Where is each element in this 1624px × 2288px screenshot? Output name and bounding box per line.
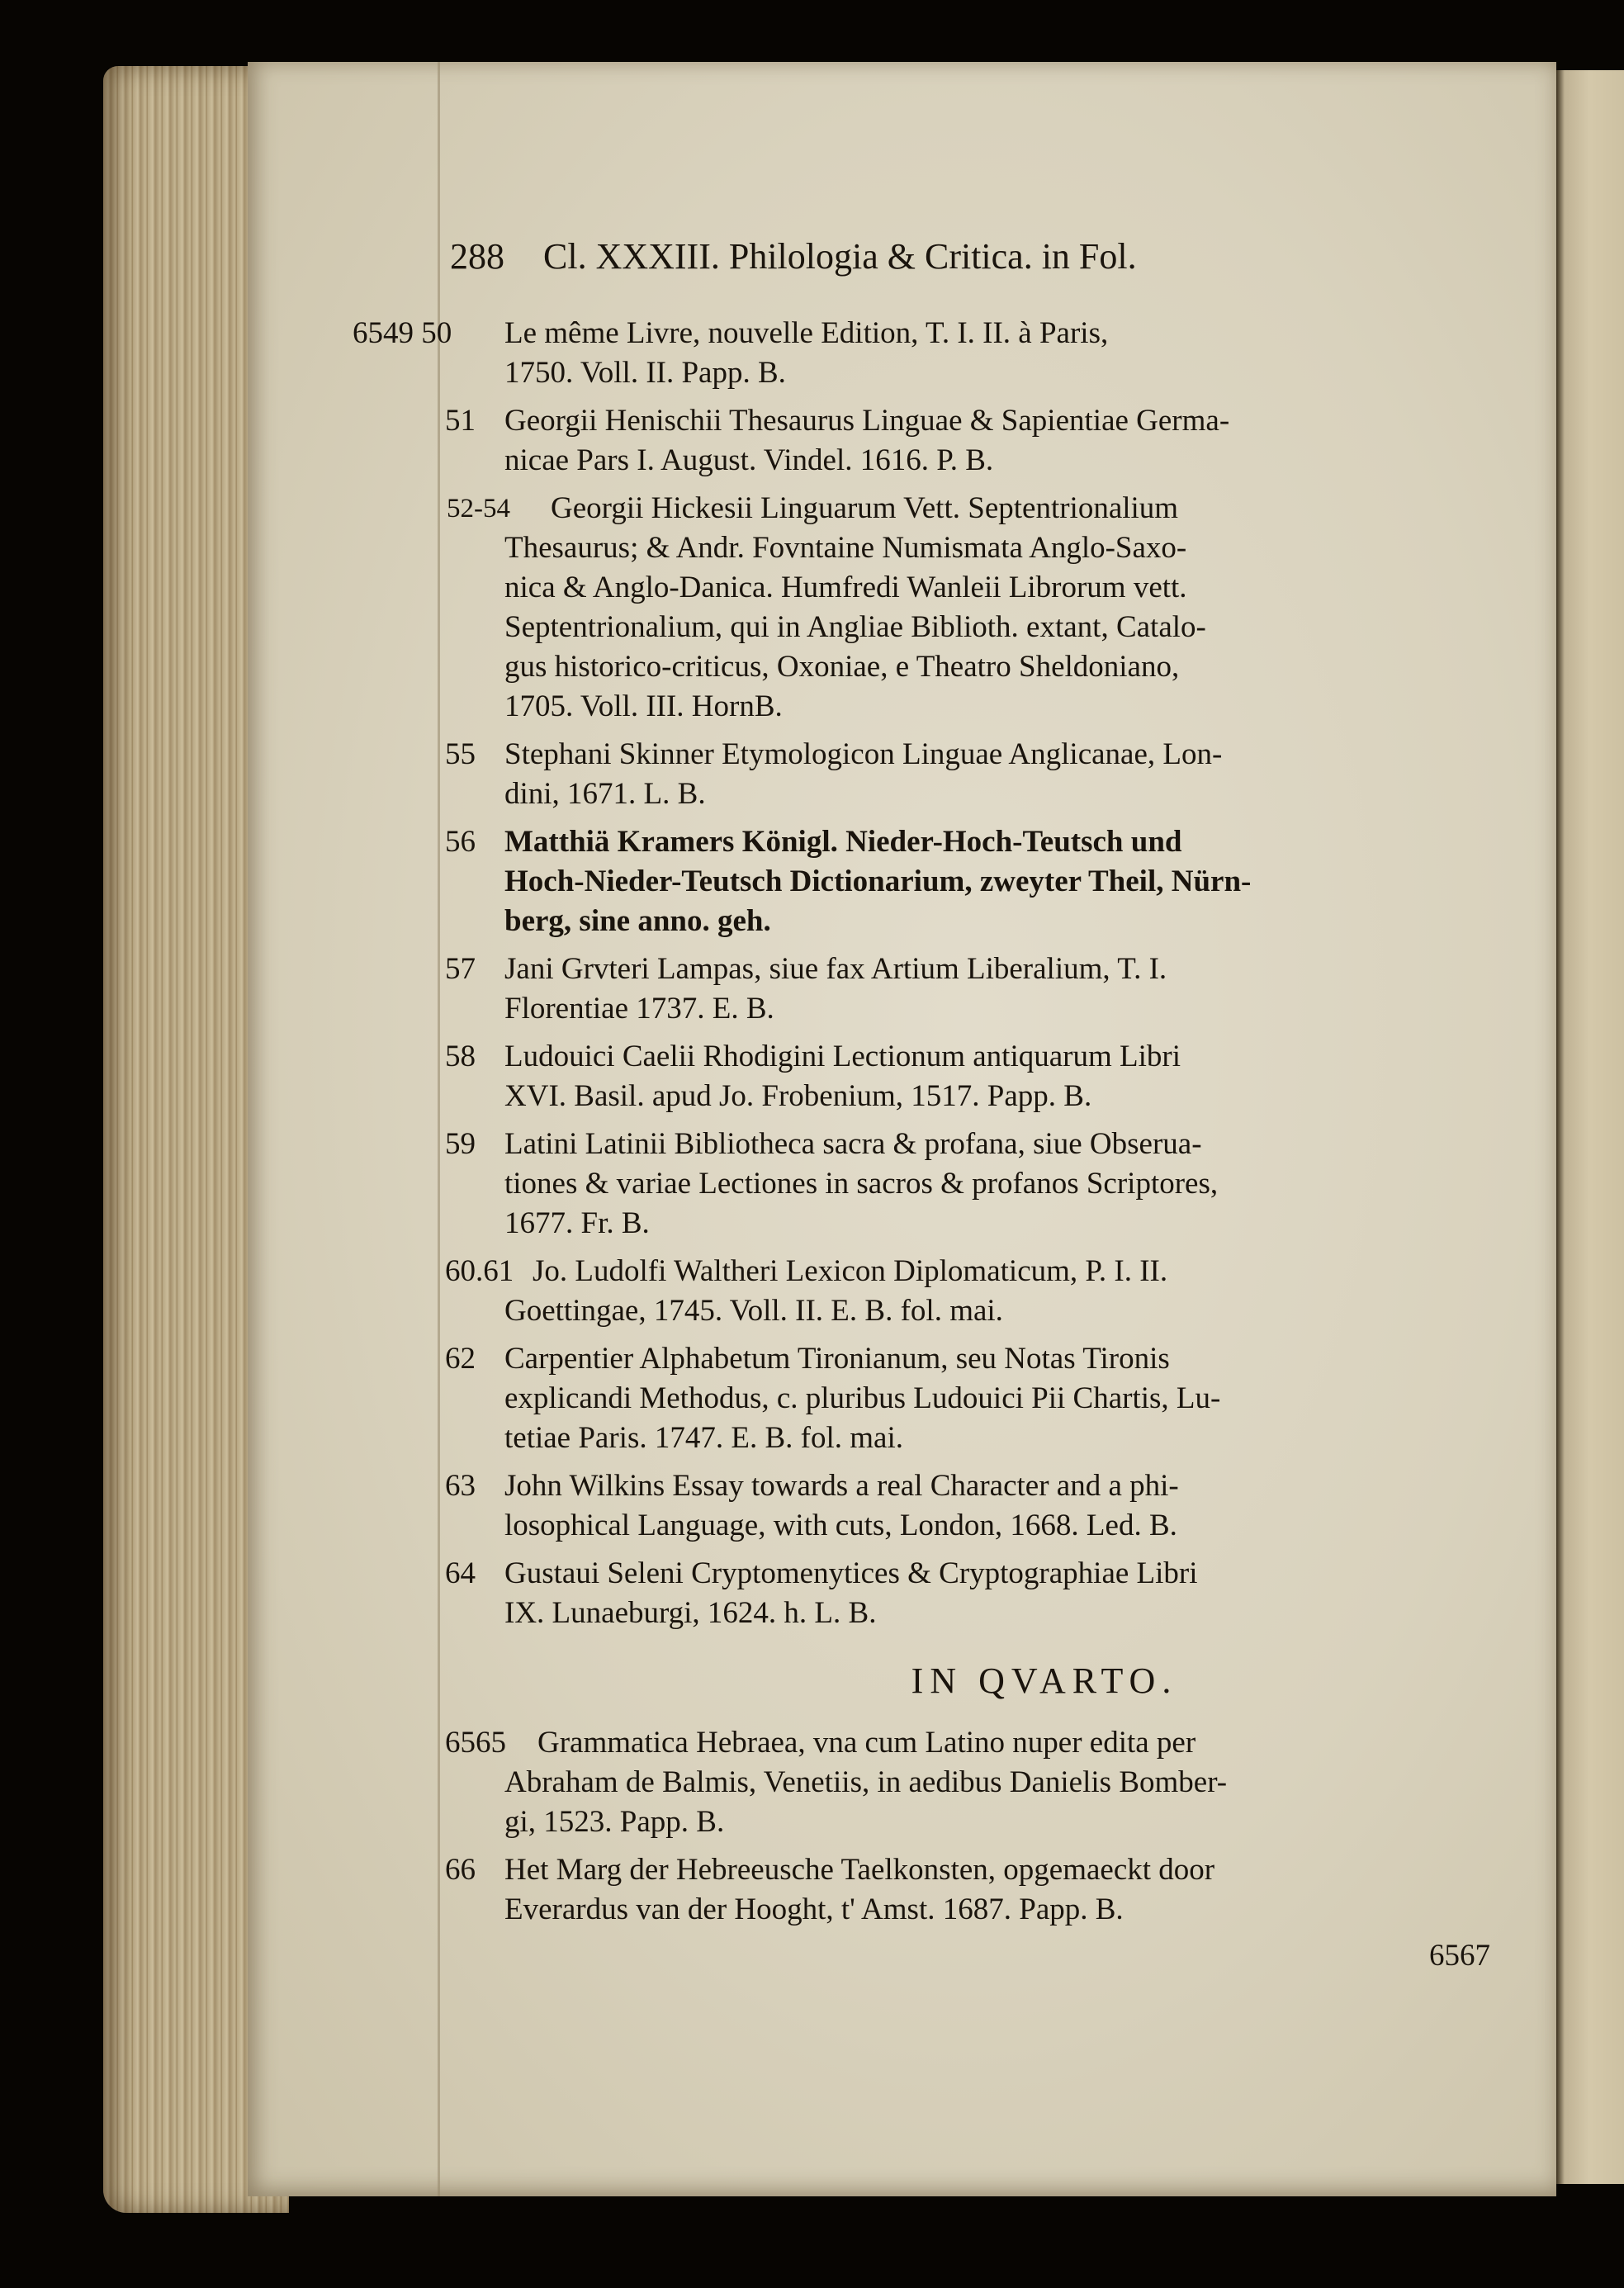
entry-line: Everardus van der Hooght, t' Amst. 1687. Papp. B. — [504, 1892, 1124, 1926]
entry-line: John Wilkins Essay towards a real Character and a phi- — [504, 1469, 1179, 1503]
entry-number: 66 — [445, 1853, 476, 1887]
entry-line: 1750. Voll. II. Papp. B. — [504, 356, 786, 390]
entry-line: Jani Grvteri Lampas, siue fax Artium Liberalium, T. I. — [504, 952, 1167, 986]
entry-line: explicandi Methodus, c. pluribus Ludouici Pii Chartis, Lu- — [504, 1381, 1221, 1415]
facing-page-edge — [1556, 70, 1624, 2184]
entry-number: 64 — [445, 1556, 476, 1590]
catalog-entry — [445, 1125, 1523, 1243]
page-number: 288 — [450, 236, 504, 277]
catalog-entry — [353, 314, 1523, 393]
entry-line: Septentrionalium, qui in Angliae Biblioth. extant, Catalo- — [504, 610, 1206, 644]
entry-line: dini, 1671. L. B. — [504, 777, 706, 811]
entry-line: berg, sine anno. geh. — [504, 904, 771, 938]
entry-number: 56 — [445, 825, 476, 859]
entry-line: Georgii Hickesii Linguarum Vett. Septentrionalium — [551, 491, 1179, 525]
entry-line: Le même Livre, nouvelle Edition, T. I. II. à Paris, — [504, 316, 1109, 350]
catalog-entry — [445, 1723, 1523, 1842]
entry-line: Carpentier Alphabetum Tironianum, seu Notas Tironis — [504, 1342, 1170, 1376]
entry-number: 6565 — [445, 1726, 506, 1760]
entry-number: 57 — [445, 952, 476, 986]
entry-number: 55 — [445, 737, 476, 771]
entry-line: Hoch-Nieder-Teutsch Dictionarium, zweyter Theil, Nürn- — [504, 865, 1252, 898]
catalog-entry — [445, 1850, 1523, 1930]
running-title: Cl. XXXIII. Philologia & Critica. in Fol. — [543, 236, 1137, 277]
catalog-entry — [445, 1554, 1523, 1633]
catalog-entry — [445, 1466, 1523, 1546]
catalog-entry — [445, 1252, 1523, 1331]
entry-number: 59 — [445, 1127, 476, 1161]
catalog-entry — [445, 1037, 1523, 1116]
entry-number: 60.61 — [445, 1254, 514, 1288]
entry-line: Georgii Henischii Thesaurus Linguae & Sapientiae Germa- — [504, 404, 1230, 438]
section-heading: IN QVARTO. — [911, 1660, 1178, 1701]
entry-line: Matthiä Kramers Königl. Nieder-Hoch-Teutsch und — [504, 825, 1182, 859]
entry-line: tiones & variae Lectiones in sacros & profanos Scriptores, — [504, 1167, 1219, 1201]
catalog-entry — [445, 1339, 1523, 1458]
entry-list — [353, 314, 1523, 1973]
catalog-entry — [445, 822, 1523, 941]
entry-number: 51 — [445, 404, 476, 438]
entry-line: Gustaui Seleni Cryptomenytices & Cryptographiae Libri — [504, 1556, 1198, 1590]
entry-number: 6549 50 — [353, 316, 452, 350]
catalog-entry — [447, 489, 1523, 727]
entry-line: Jo. Ludolfi Waltheri Lexicon Diplomaticum, P. I. II. — [533, 1254, 1168, 1288]
entry-line: Het Marg der Hebreeusche Taelkonsten, opgemaeckt door — [504, 1853, 1215, 1887]
entry-line: gi, 1523. Papp. B. — [504, 1805, 725, 1839]
entry-line: Florentiae 1737. E. B. — [504, 992, 774, 1026]
catalog-entry — [445, 401, 1523, 481]
entry-number: 63 — [445, 1469, 476, 1503]
entry-line: XVI. Basil. apud Jo. Frobenium, 1517. Papp. B. — [504, 1079, 1092, 1113]
entry-line: IX. Lunaeburgi, 1624. h. L. B. — [504, 1596, 877, 1630]
entry-line: Latini Latinii Bibliotheca sacra & profana, siue Obserua- — [504, 1127, 1202, 1161]
entry-line: gus historico-criticus, Oxoniae, e Theatro Sheldoniano, — [504, 650, 1180, 684]
gutter-fold — [438, 62, 440, 2196]
entry-line: losophical Language, with cuts, London, 1668. Led. B. — [504, 1509, 1177, 1542]
entry-line: Abraham de Balmis, Venetiis, in aedibus Danielis Bomber- — [504, 1765, 1228, 1799]
entry-line: Ludouici Caelii Rhodigini Lectionum antiquarum Libri — [504, 1040, 1181, 1073]
entry-line: nicae Pars I. August. Vindel. 1616. P. B. — [504, 443, 994, 477]
entry-line: Stephani Skinner Etymologicon Linguae Anglicanae, Lon- — [504, 737, 1223, 771]
catalog-entry — [445, 735, 1523, 814]
entry-line: 1705. Voll. III. HornB. — [504, 689, 783, 723]
entry-number: 62 — [445, 1342, 476, 1376]
entry-number: 52-54 — [447, 494, 510, 523]
catchword: 6567 — [1429, 1939, 1490, 1973]
entry-line: nica & Anglo-Danica. Humfredi Wanleii Librorum vett. — [504, 571, 1187, 604]
entry-line: Grammatica Hebraea, vna cum Latino nuper edita per — [537, 1726, 1196, 1760]
entry-line: Thesaurus; & Andr. Fovntaine Numismata Anglo-Saxo- — [504, 531, 1187, 565]
entry-line: Goettingae, 1745. Voll. II. E. B. fol. mai. — [504, 1294, 1003, 1328]
entry-number: 58 — [445, 1040, 476, 1073]
running-head — [450, 235, 1523, 277]
entry-line: tetiae Paris. 1747. E. B. fol. mai. — [504, 1421, 903, 1455]
catalog-entry — [445, 950, 1523, 1029]
entry-line: 1677. Fr. B. — [504, 1206, 650, 1240]
